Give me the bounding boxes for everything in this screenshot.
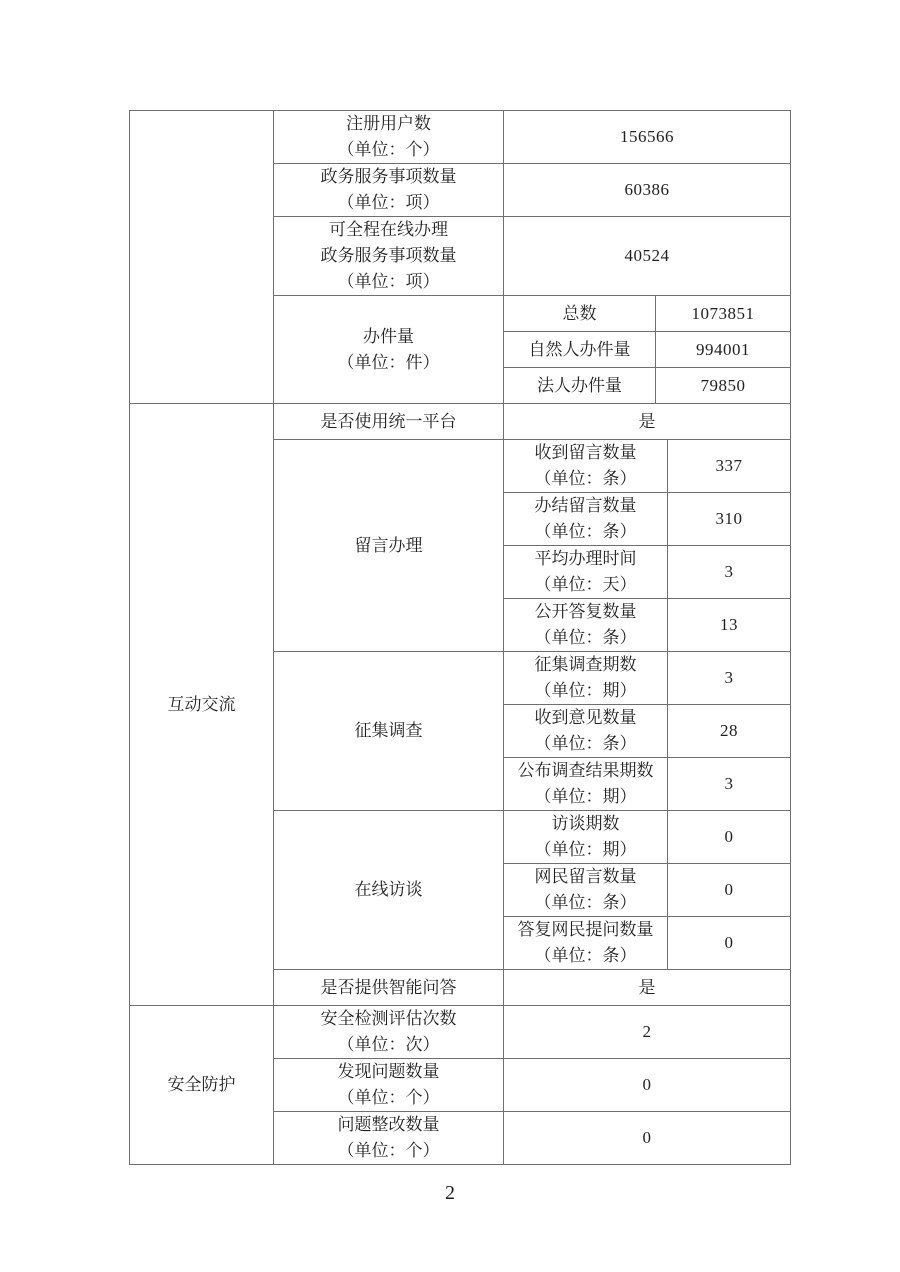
sub-label-unit: （单位：天） [534, 575, 637, 594]
sub-label: 法人办件量 [504, 368, 656, 404]
sub-label-text: 网民留言数量 [534, 867, 637, 886]
row-label [274, 217, 504, 296]
row-value: 是 [504, 970, 791, 1006]
page-number: 2 [445, 1182, 455, 1204]
sub-label-text: 收到留言数量 [534, 443, 637, 462]
row-label-unit: （单位：项） [337, 272, 440, 291]
section-label-security: 安全防护 [130, 1006, 274, 1165]
sub-label-text: 答复网民提问数量 [517, 920, 654, 939]
sub-label [504, 440, 668, 493]
row-value: 0 [668, 917, 791, 970]
row-label: 是否使用统一平台 [274, 404, 504, 440]
row-label-text: 发现问题数量 [337, 1062, 440, 1081]
sub-label-unit: （单位：条） [534, 734, 637, 753]
row-value: 13 [668, 599, 791, 652]
row-value: 40524 [504, 217, 791, 296]
row-value: 0 [668, 811, 791, 864]
sub-label-unit: （单位：条） [534, 946, 637, 965]
group-label: 在线访谈 [274, 811, 504, 970]
row-label-text: 政务服务事项数量 [320, 246, 457, 265]
sub-label-unit: （单位：期） [534, 787, 637, 806]
sub-label-text: 公布调查结果期数 [517, 761, 654, 780]
group-label-text: 办件量 [363, 326, 414, 346]
row-label-text: 注册用户数 [346, 114, 431, 133]
row-label: 是否提供智能问答 [274, 970, 504, 1006]
row-value: 310 [668, 493, 791, 546]
group-label-unit: （单位：件） [337, 352, 440, 372]
row-value: 3 [668, 758, 791, 811]
sub-label [504, 546, 668, 599]
row-label [274, 1112, 504, 1165]
row-label-text: 政务服务事项数量 [320, 167, 457, 186]
row-value: 3 [668, 652, 791, 705]
row-value: 0 [504, 1059, 791, 1112]
row-value: 1073851 [656, 296, 791, 332]
sub-label [504, 599, 668, 652]
section-cell-blank [130, 111, 274, 404]
row-label-unit: （单位：次） [337, 1035, 440, 1054]
row-value: 156566 [504, 111, 791, 164]
sub-label-unit: （单位：条） [534, 522, 637, 541]
sub-label [504, 811, 668, 864]
group-label [274, 296, 504, 404]
row-value: 60386 [504, 164, 791, 217]
row-label-unit: （单位：个） [337, 1141, 440, 1160]
row-value: 2 [504, 1006, 791, 1059]
sub-label-text: 征集调查期数 [534, 655, 637, 674]
row-value: 是 [504, 404, 791, 440]
sub-label [504, 652, 668, 705]
row-value: 0 [504, 1112, 791, 1165]
table-row [130, 1006, 791, 1059]
sub-label-unit: （单位：条） [534, 893, 637, 912]
row-value: 337 [668, 440, 791, 493]
sub-label-text: 访谈期数 [551, 814, 620, 833]
sub-label-text: 办结留言数量 [534, 496, 637, 515]
annual-report-table [129, 110, 791, 1165]
table-row [130, 404, 791, 440]
sub-label-unit: （单位：期） [534, 681, 637, 700]
sub-label-text: 公开答复数量 [534, 602, 637, 621]
row-value: 0 [668, 864, 791, 917]
row-value: 3 [668, 546, 791, 599]
row-label [274, 111, 504, 164]
sub-label [504, 864, 668, 917]
row-value: 79850 [656, 368, 791, 404]
row-label-text: 问题整改数量 [337, 1115, 440, 1134]
group-label: 留言办理 [274, 440, 504, 652]
table-row [130, 111, 791, 164]
sub-label [504, 758, 668, 811]
row-label-unit: （单位：项） [337, 193, 440, 212]
row-value: 994001 [656, 332, 791, 368]
row-value: 28 [668, 705, 791, 758]
row-label [274, 1006, 504, 1059]
sub-label-text: 平均办理时间 [534, 549, 637, 568]
group-label: 征集调查 [274, 652, 504, 811]
row-label [274, 1059, 504, 1112]
sub-label: 自然人办件量 [504, 332, 656, 368]
sub-label-unit: （单位：条） [534, 469, 637, 488]
sub-label-unit: （单位：期） [534, 840, 637, 859]
sub-label [504, 493, 668, 546]
row-label-text: 可全程在线办理 [329, 220, 448, 239]
row-label-unit: （单位：个） [337, 1088, 440, 1107]
sub-label-unit: （单位：条） [534, 628, 637, 647]
sub-label [504, 917, 668, 970]
section-label-interaction: 互动交流 [130, 404, 274, 1006]
sub-label [504, 705, 668, 758]
row-label-unit: （单位：个） [337, 140, 440, 159]
sub-label: 总数 [504, 296, 656, 332]
row-label-text: 安全检测评估次数 [320, 1009, 457, 1028]
row-label [274, 164, 504, 217]
sub-label-text: 收到意见数量 [534, 708, 637, 727]
